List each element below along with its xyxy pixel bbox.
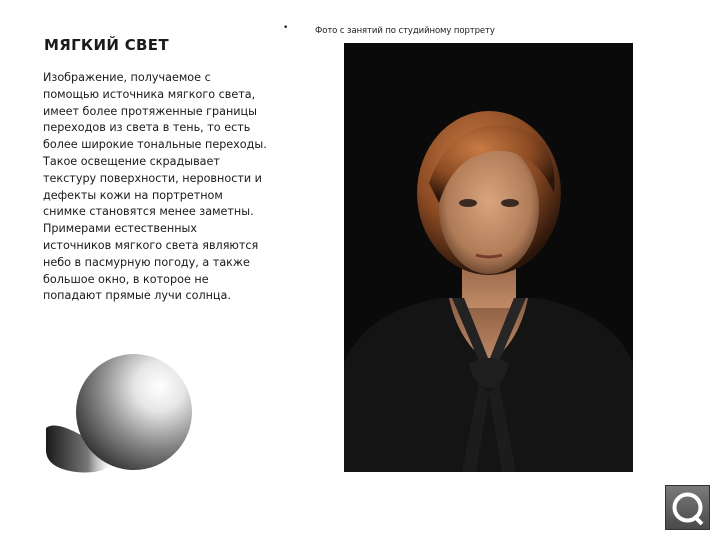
next-slide-button[interactable] xyxy=(665,485,710,530)
portrait-photo xyxy=(344,43,633,472)
photo-caption: Фото с занятий по студийному портрету xyxy=(315,26,495,36)
sphere-image xyxy=(46,350,206,475)
slide-title: МЯГКИЙ СВЕТ xyxy=(44,36,169,54)
body-text: Изображение, получаемое с помощью источника мягкого света, имеет более протяженные границы переходов из света в тень, то есть более широкие тональные переходы. Такое освещение скрадывает текстуру поверхности, неровности и дефекты кожи на портретном снимке становятся менее заметны. Примерами естественных источников мягкого света являются небо в пасмурную погоду, а также большое окно, в которое не попадают прямые лучи солнца. xyxy=(43,71,267,303)
bullet-marker: • xyxy=(283,23,289,33)
next-slide-icon xyxy=(666,486,709,529)
